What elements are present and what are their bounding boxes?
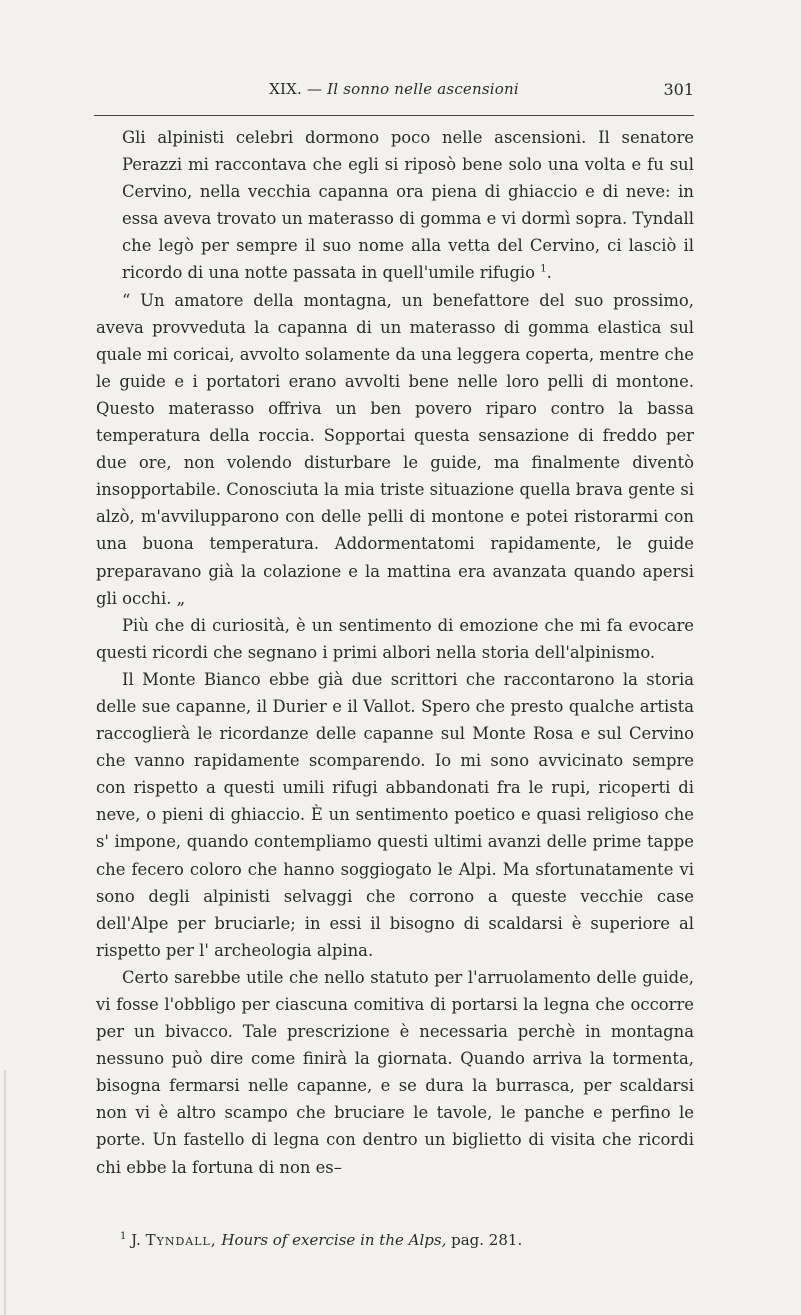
header-separator: — [306,80,323,98]
paragraph-5: Certo sarebbe utile che nello statuto per l'arruolamento delle guide, vi fosse l'obbligo per ciascuna comitiva di portarsi la legna che occorre per un bivacco. Tale prescrizione è necessaria perchè in montagna nessuno può dire come finirà la giornata. Quando arriva la tormenta, bisogna fermarsi nelle capanne, e se dura la burrasca, per scaldarsi non vi è altro scampo che bruciare le tavole, le panche e perfino le porte. Un fastello di legna con dentro un biglietto di visita che ricordi chi ebbe la fortuna di non es– [96,967,694,1177]
paragraph-1-text: Gli alpinisti celebri dormono poco nelle ascensioni. Il senatore Perazzi mi raccontava che egli si riposò bene solo una volta e fu sul Cervino, nella vecchia capanna ora piena di ghiaccio e di neve: in essa aveva trovato un materasso di gomma e vi dormì sopra. Tyndall che legò per sempre il suo nome alla vetta del Cervino, ci lasciò il ricordo di una notte passata in quell'umile rifugio [122,128,694,283]
paragraph-1 [122,124,694,287]
paragraph-3: Più che di curiosità, è un sentimento di emozione che mi fa evocare questi ricordi che segnano i primi albori nella storia dell'alpinismo. [96,615,694,662]
page-number: 301 [663,80,694,99]
footnote-work: Hours of exercise in the Alps, [221,1231,447,1249]
paragraph-2: “ Un amatore della montagna, un benefattore del suo prossimo, aveva provveduta la capanna di un materasso di gomma elastica sul quale mi coricai, avvolto solamente da una leggera coperta, mentre che le guide e i portatori erano avvolti bene nelle loro pelli di montone. Questo materasso offriva un ben povero riparo contro la bassa temperatura della roccia. Sopportai questa sensazione di freddo per due ore, non volendo disturbare le guide, ma finalmente diventò insopportabile. Conosciuta la mia triste situazione quella brava gente si alzò, m'avvilupparono con delle pelli di montone e potei ristorarmi con una buona temperatura. Addormentatomi rapidamente, le guide preparavano già la colazione e la mattina era avanzata quando apersi gli occhi. „ [96,290,694,608]
chapter-number: XIX. [269,80,303,98]
footnote-reference: 1 [540,264,547,275]
body-text [96,124,694,1181]
footnote-marker: 1 [120,1231,127,1242]
header-title-line [94,80,694,98]
paragraph-1-end: . [546,263,552,283]
footnote-author: Tyndall, [145,1231,217,1249]
footnote-page: pag. 281. [451,1231,523,1249]
paragraph-4: Il Monte Bianco ebbe già due scrittori che raccontarono la storia delle sue capanne, il Durier e il Vallot. Spero che presto qualche artista raccoglierà le ricordanze delle capanne sul Monte Rosa e sul Cervino che vanno rapidamente scomparendo. Io mi sono avvicinato sempre con rispetto a questi umili rifugi abbandonati fra le rupi, ricoperti di neve, o pieni di ghiaccio. È un sentimento poetico e quasi religioso che s' impone, quando contempliamo questi ultimi avanzi delle prime tappe che fecero coloro che hanno soggiogato le Alpi. Ma sfortunatamente vi sono degli alpinisti selvaggi che corrono a queste vecchie case dell'Alpe per bruciarle; in essi il bisogno di scaldarsi è superiore al rispetto per l' archeologia alpina. [96,669,694,960]
footnote [120,1230,694,1250]
footnote-initial: J. [131,1231,141,1249]
running-header [94,80,694,104]
page-edge-mark [4,1070,6,1315]
chapter-title: Il sonno nelle ascensioni [327,80,519,98]
header-rule [94,115,694,116]
